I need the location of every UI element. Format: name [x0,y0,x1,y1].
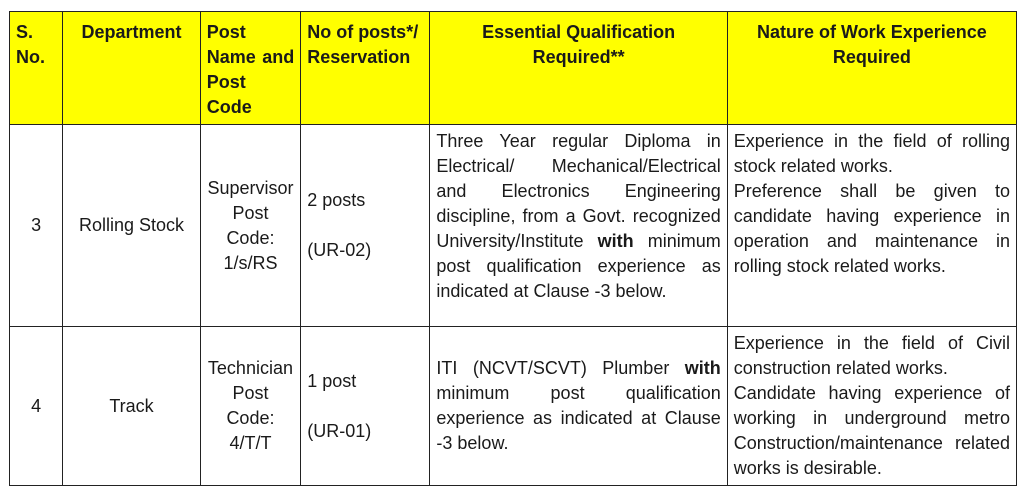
row-experience [727,125,1016,327]
row-department: Rolling Stock [63,125,200,327]
row-posts [301,125,430,327]
row-post [200,327,300,486]
post-name: Supervisor [207,177,294,198]
posts-count: 1 post [307,370,357,391]
row-qualification [430,125,727,327]
recruitment-table [9,11,1017,486]
experience-line-2: Candidate having experience of working in underground metro Construction/maintenance related works is desirable. [733,383,1010,478]
qual-text: ITI (NCVT/SCVT) Plumber [436,358,685,378]
header-qualification: Essential Qualification Required** [430,12,727,125]
row-department: Track [63,327,200,486]
row-experience [727,327,1016,486]
post-name: Technician [207,358,293,378]
table-row [10,327,1017,486]
header-post: Post Name and Post Code [200,12,300,125]
qual-text: Three Year regular Diploma in Electrical/ Mechanical/Electrical and Electronics Engineering discipline, from a Govt. recognized University/Institute [436,131,721,251]
post-code: Post Code: 1/s/RS [223,202,278,273]
row-posts [301,327,430,486]
header-department: Department [63,12,200,125]
qual-text-2: minimum post qualification experience as indicated at Clause -3 below. [436,231,721,301]
experience-line-2: Preference shall be given to candidate having experience in operation and maintenance in rolling stock related works. [733,181,1010,276]
reservation: (UR-02) [307,240,372,260]
qual-bold: with [597,231,634,251]
header-posts: No of posts*/ Reservation [301,12,430,125]
row-post [200,125,300,327]
header-experience: Nature of Work Experience Required [727,12,1016,125]
qual-text-2: minimum post qualification experience as indicated at Clause -3 below. [436,383,721,453]
post-code: Post Code: 4/T/T [226,383,275,453]
qual-bold: with [684,358,721,378]
posts-count: 2 posts [307,190,366,210]
reservation: (UR-01) [307,420,372,441]
experience-line-1: Experience in the field of Civil construction related works. [733,333,1010,378]
header-sno: S. No. [10,12,63,125]
table-row [10,125,1017,327]
row-sno: 3 [10,125,63,327]
experience-line-1: Experience in the field of rolling stock related works. [733,131,1010,176]
row-sno: 4 [10,327,63,486]
row-qualification [430,327,727,486]
header-row [10,12,1017,125]
